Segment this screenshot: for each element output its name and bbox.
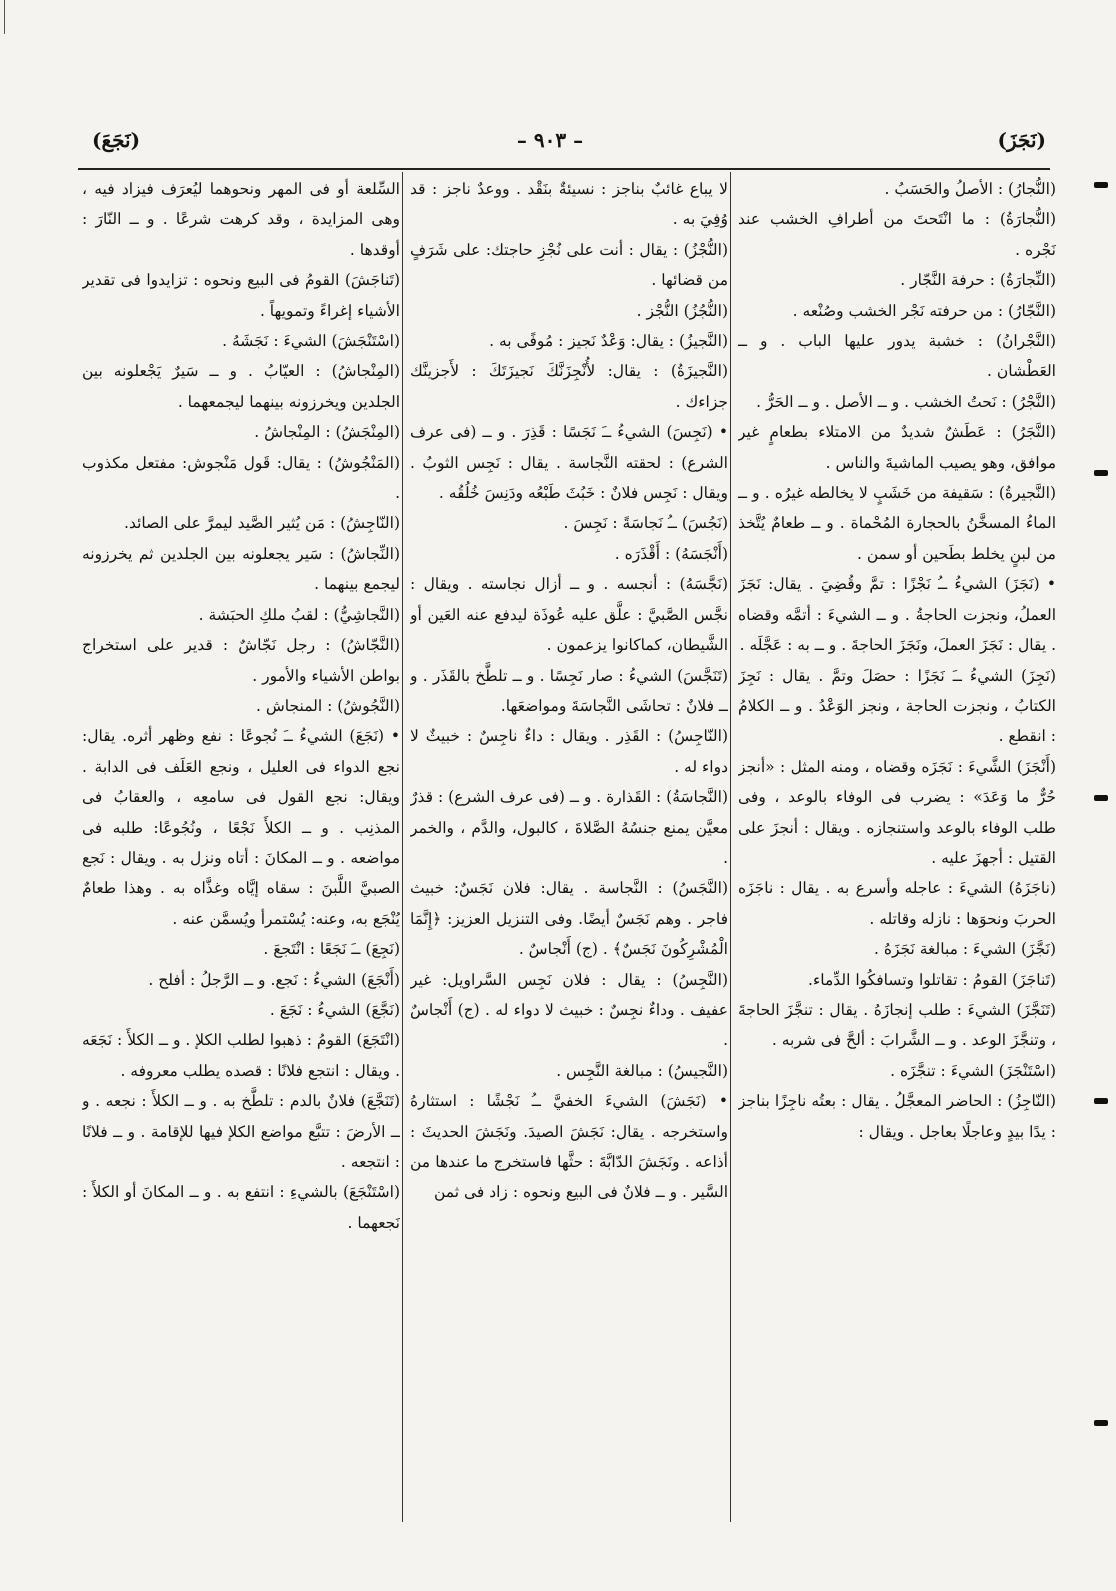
- dictionary-entry: (النَّجُوشُ) : المنجاش .: [256, 696, 400, 715]
- dictionary-entry: (نَجُسَ) ــُ نَجاسَةً : نَجِسَ .: [563, 514, 728, 533]
- dictionary-entry: (النَّجيرةُ) : سَقيفة من خَشَبٍ لا يخالطه غيرُه . و ــ الماءُ المسخَّنُ بالحجارة المُحْماة . و ــ طعامٌ يُتَّخذ من لبنٍ يخلط بطَحين أو سمن .: [738, 484, 1056, 563]
- margin-mark: [1094, 1098, 1108, 1104]
- dictionary-entry: (تَنَجَّزَ) الشيءَ : طلب إنجازَهُ . يقال : تنجَّزَ الحاجةَ ، وتنجَّزَ الوعد . و ــ الشَّرابَ : ألحَّ فى شربه .: [738, 1000, 1056, 1050]
- dictionary-entry: (أَنْجَسَهُ) : أَقْذَرَه .: [614, 544, 728, 563]
- header-last-entry: (نَجَعَ): [92, 128, 141, 152]
- dictionary-entry: (النُّجارَةُ) : ما انْتَحتَ من أطرافِ الخشب عند نَجْره .: [738, 210, 1056, 259]
- dictionary-entry: (النَّجْرانُ) : خشبة يدور عليها الباب . و ــ العَطْشان .: [738, 332, 1056, 381]
- dictionary-entry: (النّاجِشُ) : مَن يُثير الصَّيد ليمرَّ على الصائد.: [124, 514, 400, 533]
- dictionary-entry: (نَجِعَ) ــَ نَجَعًا : انْتَجعَ .: [263, 940, 400, 959]
- dictionary-entry: (تَناجَشَ) القومُ فى البيع ونحوه : تزايدوا فى تقدير الأشياء إغراءً وتمويهاً .: [82, 271, 400, 320]
- dictionary-entry: • (نَجَعَ) الشيءُ ــَ نُجوعًا : نفع وظهر أثره. يقال: نجع الدواء فى العليل ، ونجع العَلَف فى الدابة . ويقال: نجع القول فى سامعِه ، والعقابُ فى المذنِب . و ــ الكلأَ نَجْعًا ، ونُجُوعًا: طلبه فى مواضعه . و ــ المكانَ : أتاه ونزل به . ويقال : نَجع الصبيَّ اللَّبنَ : سقاه إيَّاه وغذَّاه به . وهذا طعامٌ يُنْجَع به، وعنه: يُسْتمرأ ويُسمَّن عنه .: [82, 727, 400, 928]
- dictionary-entry: (النُّجْزُ) : يقال : أنت على نُجْزِ حاجتك: على شَرَفٍ من قضائها .: [410, 240, 728, 290]
- dictionary-entry: (اسْتَنْجَزَ) الشيءَ : تنجَّزَه .: [890, 1061, 1056, 1080]
- dictionary-entry: (النَّجَسُ) : النَّجاسة . يقال: فلان نَجَسٌ: خبيث فاجر . وهم نَجَسٌ أيضًا. وفى التنزيل العزيز: ﴿إِنَّمَا الْمُشْرِكُونَ نَجَسٌ﴾ . (ج) أَنْجاسٌ .: [410, 879, 728, 959]
- dictionary-entry: (النَّجيزَةُ) : يقال: لأُنْجِزَنَّكَ نَجيزَتَكَ : لأَجزينَّك جزاءك .: [410, 362, 728, 411]
- dictionary-entry: (النَّجْرُ) : نَحتُ الخشب . و ــ الأصل . و ــ الحَرُّ .: [756, 392, 1056, 411]
- margin-mark: [1094, 182, 1108, 188]
- dictionary-entry: • (نَجَشَ) الشيءَ الخفيَّ ــُ نَجْشًا : استثارهُ واستخرجه . يقال: نَجَشَ الصيدَ. ونَجَشَ الحديثَ : أذاعه . ونَجَشَ الدّابَّةَ : حثَّها فاستخرج ما عندها من السَّير . و ــ فلانٌ فى البيع ونحوه : زاد فى ثمن: [410, 1092, 728, 1202]
- dictionary-entry: (النِّجاشُ) : سَير يجعلونه بين الجلدين ثم يخرزونه ليجمع بينهما .: [82, 544, 400, 594]
- dictionary-entry: (تَناجَزَ) القومُ : تقاتلوا وتسافكُوا الدِّماء.: [808, 970, 1056, 989]
- dictionary-entry: (نَجَّعَ) الشيءُ : نَجَعَ .: [269, 1000, 400, 1019]
- dictionary-entry: (النَّجّارُ) : من حرفته نَجْر الخشب وصُنْعه .: [792, 301, 1056, 320]
- dictionary-entry: (النَّجِسُ) : يقال : فلان نَجِس السَّراويل: غير عفيف . وداءٌ نجِسٌ : خبيث لا دواء له . (ج) أَنْجاسٌ .: [410, 970, 728, 1050]
- dictionary-entry: (النَّجيسُ) : مبالغة النَّجِس .: [556, 1061, 728, 1080]
- column-divider-left: [402, 172, 403, 1522]
- dictionary-entry: (تَنَجَّعَ) فلانٌ بالدم : تلطَّخ به . و ــ الكلأَ : نجعه . و ــ الأرضَ : تتبَّع مواضع الكلإ فيها للإقامة . و ــ فلانًا : انتجعه .: [82, 1092, 400, 1171]
- dictionary-entry: (اسْتَنْجَشَ) الشيءَ : نَجَشَهُ .: [222, 332, 400, 351]
- dictionary-entry: (نَجِزَ) الشيءُ ــَ نَجَزًا : حصَلَ وتمَّ . يقال : نَجِزَ الكتابُ ، ونجزت الحاجة ، ونجز الوَعْدُ . و ــ الكلامُ : انقطع .: [738, 666, 1056, 746]
- dictionary-entry: (أَنْجَزَ) الشَّيءَ : نَجَزَه وقضاه ، ومنه المثل : «أنجز حُرٌّ ما وَعَدَ» : يضرب فى الوفاء بالوعد ، وفى طلب الوفاء بالوعد واستنجازه . ويقال : أنجزَ على القتيل : أجهزَ عليه .: [738, 757, 1056, 867]
- header-rule: [78, 168, 1050, 170]
- dictionary-entry: (النَّجّاشُ) : رجل نَجّاشٌ : قدير على استخراج بواطن الأشياء والأمور .: [82, 636, 400, 685]
- margin-mark: [1094, 470, 1108, 476]
- dictionary-entry: (النّاجِزُ) : الحاضر المعجَّلُ . يقال : بعتُه ناجِزًا بناجز : يدًا بيدٍ وعاجلًا بعاجل . ويقال :: [738, 1092, 1056, 1141]
- margin-mark: [1094, 795, 1108, 801]
- dictionary-entry: (نَجَّزَ) الشيءَ : مبالغة نَجَزَهُ .: [873, 940, 1056, 959]
- dictionary-entry: (النَّجيزُ) : يقال: وَعْدٌ نَجيز : مُوفًى به .: [489, 332, 728, 351]
- scan-edge-line: [4, 0, 5, 34]
- header-first-entry: (نَجَزَ): [997, 128, 1046, 152]
- page-number: – ٩٠٣ –: [516, 128, 584, 152]
- dictionary-entry: (انْتَجَعَ) القومُ : ذهبوا لطلب الكلإ . و ــ الكلأَ : نَجَعَه . ويقال : انتجع فلانًا : قصده يطلب معروفه .: [82, 1031, 400, 1080]
- column-right: [738, 174, 1056, 1534]
- dictionary-entry: لا يباع غائبٌ بناجز : نسيئةٌ بنَقْد . ووعدٌ ناجز : قد وُفِيَ به .: [410, 180, 728, 229]
- dictionary-entry: (نَجَّسَهُ) : أنجسه . و ــ أزال نجاسته . ويقال : نجَّس الصَّبيَّ : علَّق عليه عُوذَة ليدفع عنه العَين أو الشَّيطان، كماكانوا يزعمون .: [410, 575, 728, 655]
- dictionary-entry: (أَنْجَعَ) الشيءُ : نَجع. و ــ الرَّجلُ : أفلح .: [148, 970, 400, 989]
- dictionary-entry: (النَّجَرُ) : عَطَشٌ شديدٌ من الامتلاء بطعامٍ غير موافق، وهو يصيب الماشيةَ والناس .: [738, 423, 1056, 472]
- margin-mark: [1094, 1420, 1108, 1426]
- dictionary-entry: (المِنْجَشُ) : المِنْجاشُ .: [254, 423, 400, 442]
- dictionary-entry: (المِنْجاشُ) : العيّابُ . و ــ سَيرٌ يَجْعلونه بين الجلدين ويخرزونه بينهما ليجمعهما .: [82, 362, 400, 411]
- dictionary-entry: (ناجَزَهُ) الشيءَ : عاجله وأسرع به . يقال : ناجَزَه الحربَ ونحوَها : نازله وقاتله .: [738, 879, 1056, 928]
- dictionary-entry: (النُّجارُ) : الأصلُ والحَسَبُ .: [884, 180, 1056, 198]
- column-left: [82, 174, 400, 1534]
- dictionary-entry: السِّلعة أو فى المهر ونحوهما ليُعرَف فيزاد فيه ، وهى المزايدة ، وقد كرهت شرعًا . و ــ النّارَ : أوقدها .: [82, 180, 400, 259]
- dictionary-entry: (النّاجِسُ) : القَذِر . ويقال : داءٌ ناجِسٌ : خبيثٌ لا دواء له .: [410, 727, 728, 776]
- column-divider-right: [730, 172, 731, 1522]
- dictionary-entry: (النُّجُزُ) النُّجْز .: [636, 301, 728, 320]
- dictionary-entry: (المَنْجُوشُ) : يقال: قَول مَنْجوش: مفتعل مكذوب .: [82, 453, 400, 503]
- dictionary-entry: • (نَجَزَ) الشيءُ ــُ نَجْزًا : تمَّ وقُضِيَ . يقال: نَجَزَ العملُ، ونجزت الحاجةُ . و ــ الشيءَ : أتمَّه وقضاه . يقال : نَجَزَ العملَ، ونَجَزَ الحاجةَ . و ــ به : عَجَّلَه .: [738, 575, 1056, 655]
- dictionary-entry: (اسْتَنْجَعَ) بالشيءِ : انتفع به . و ــ المكانَ أو الكلأَ : نَجعهما .: [82, 1183, 400, 1232]
- dictionary-entry: (النِّجارَةُ) : حرفة النَّجّار .: [900, 271, 1056, 290]
- dictionary-entry: (النَّجاسَةُ) : القَذارة . و ــ (فى عرف الشرع) : قذرٌ معيَّن يمنع جنسُهُ الصَّلاةَ ، كالبول، والدَّم ، والخمر .: [410, 788, 728, 867]
- dictionary-entry: (تَنَجَّسَ) الشيءُ : صار نَجِسًا . و ــ تلطَّخ بالقَذَر . و ــ فلانٌ : تحاشَى النَّجاسَةَ ومواضعَها.: [410, 666, 728, 715]
- dictionary-entry: (النَّجاشِيُّ) : لقبُ ملكِ الحبَشة .: [198, 605, 400, 624]
- dictionary-entry: • (نَجِسَ) الشيءُ ــَ نَجَسًا : قَذِرَ . و ــ (فى عرف الشرع) : لحقته النَّجاسة . يقال : نَجِس الثوبُ . ويقال : نَجِس فلانٌ : خَبُثَ طَبْعُه ودَنِسَ خُلُقُه .: [410, 423, 728, 503]
- column-middle: [410, 174, 728, 1534]
